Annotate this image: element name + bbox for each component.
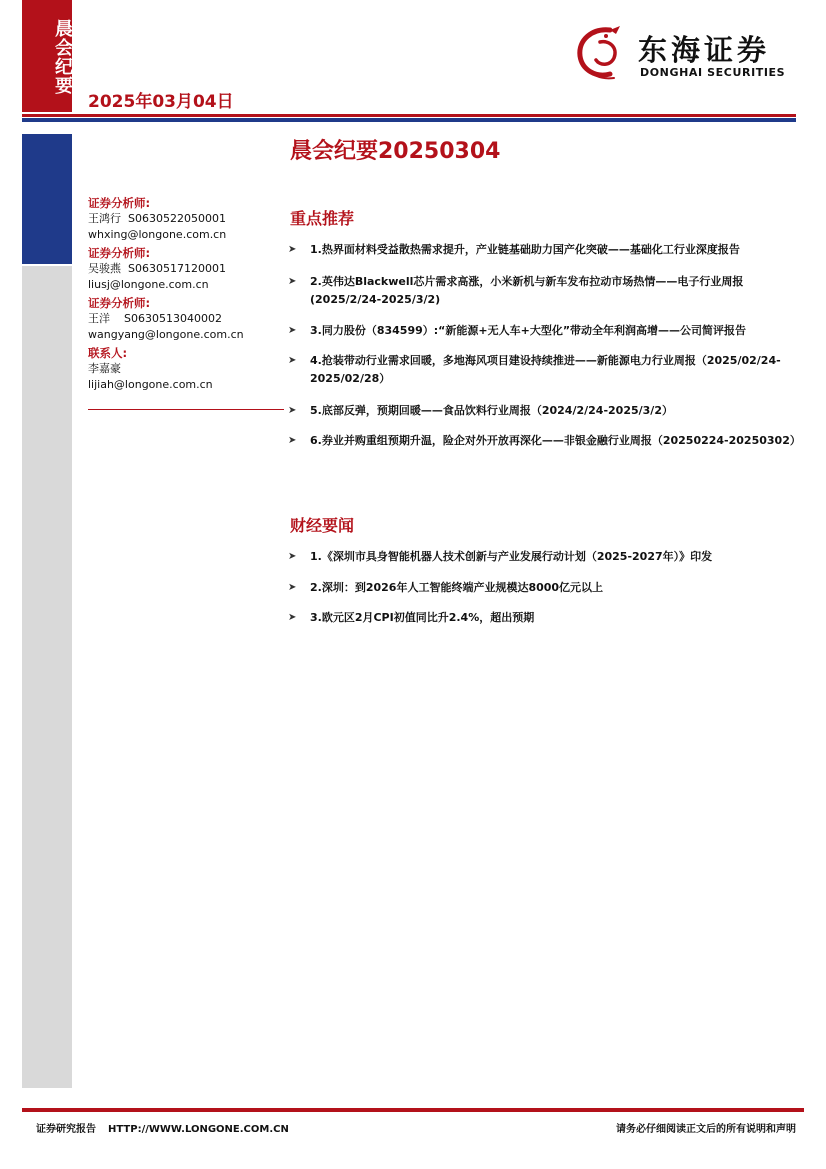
bullet-arrow-icon: ➤ <box>288 612 297 623</box>
analyst-label: 证券分析师: <box>88 296 151 310</box>
analyst-list <box>88 195 288 393</box>
report-type-tag-label: 晨会纪要 <box>52 19 73 95</box>
report-date: 2025年03月04日 <box>88 92 234 112</box>
recommendations-heading: 重点推荐 <box>290 209 355 228</box>
analyst-name-code: 吴骏燕 S0630517120001 <box>88 262 226 275</box>
header-rule-red <box>22 114 796 117</box>
analyst-email[interactable]: wangyang@longone.com.cn <box>88 328 244 341</box>
bullet-arrow-icon: ➤ <box>288 244 297 255</box>
footer-disclaimer: 请务必仔细阅读正文后的所有说明和声明 <box>616 1124 796 1135</box>
header-rule-blue <box>22 118 796 122</box>
analyst-label: 证券分析师: <box>88 196 151 210</box>
bullet-arrow-icon: ➤ <box>288 325 297 336</box>
analyst-divider <box>88 409 284 410</box>
bullet-arrow-icon: ➤ <box>288 582 297 593</box>
analyst-entry <box>88 195 288 243</box>
analyst-email[interactable]: whxing@longone.com.cn <box>88 228 227 241</box>
footer-report-label: 证券研究报告 <box>36 1124 96 1135</box>
footer-rule <box>22 1108 804 1112</box>
recommendations-list <box>288 238 803 478</box>
recommendation-text: 4.抢装带动行业需求回暖，多地海风项目建设持续推进——新能源电力行业周报（2025/02/24-2025/02/28） <box>310 354 781 385</box>
contact-name: 李嘉豪 <box>88 362 121 375</box>
analyst-name-code: 王洋 S0630513040002 <box>88 312 222 325</box>
bullet-arrow-icon: ➤ <box>288 405 297 416</box>
contact-email[interactable]: lijiah@longone.com.cn <box>88 378 213 391</box>
news-heading: 财经要闻 <box>290 516 355 535</box>
recommendation-text: 1.热界面材料受益散热需求提升，产业链基础助力国产化突破——基础化工行业深度报告 <box>310 243 740 256</box>
document-title: 晨会纪要20250304 <box>290 139 501 164</box>
analyst-entry <box>88 295 288 343</box>
analyst-email[interactable]: liusj@longone.com.cn <box>88 278 209 291</box>
footer-url-link[interactable]: HTTP://WWW.LONGONE.COM.CN <box>108 1124 289 1135</box>
report-type-tag <box>22 0 72 112</box>
dragon-logo-icon <box>570 22 634 84</box>
analyst-label: 证券分析师: <box>88 246 151 260</box>
news-text: 2.深圳：到2026年人工智能终端产业规模达8000亿元以上 <box>310 581 604 594</box>
bullet-arrow-icon: ➤ <box>288 435 297 446</box>
recommendation-text: 5.底部反弹，预期回暖——食品饮料行业周报（2024/2/24-2025/3/2） <box>310 404 673 417</box>
contact-label: 联系人: <box>88 346 128 360</box>
news-text: 1.《深圳市具身智能机器人技术创新与产业发展行动计划（2025-2027年）》印发 <box>310 550 713 563</box>
footer-left <box>36 1120 301 1135</box>
analyst-name-code: 王鸿行 S0630522050001 <box>88 212 226 225</box>
bullet-arrow-icon: ➤ <box>288 276 297 287</box>
company-logo <box>570 22 800 84</box>
contact-entry <box>88 345 288 393</box>
logo-english-name: DONGHAI SECURITIES <box>640 66 786 79</box>
analyst-entry <box>88 245 288 293</box>
logo-chinese-name: 东海证券 <box>638 33 771 67</box>
recommendation-text: 3.同力股份（834599）:“新能源+无人车+大型化”带动全年利润高增——公司简评报告 <box>310 324 747 337</box>
sidebar-grey-block <box>22 266 72 1088</box>
bullet-arrow-icon: ➤ <box>288 355 297 366</box>
recommendation-text: 6.券业并购重组预期升温，险企对外开放再深化——非银金融行业周报（20250224-20250302） <box>310 434 801 447</box>
recommendation-text: 2.英伟达Blackwell芯片需求高涨，小米新机与新车发布拉动市场热情——电子行业周报(2025/2/24-2025/3/2) <box>310 275 744 306</box>
news-list <box>288 545 803 635</box>
bullet-arrow-icon: ➤ <box>288 551 297 562</box>
sidebar-accent-block <box>22 134 72 264</box>
news-text: 3.欧元区2月CPI初值同比升2.4%，超出预期 <box>310 611 535 624</box>
